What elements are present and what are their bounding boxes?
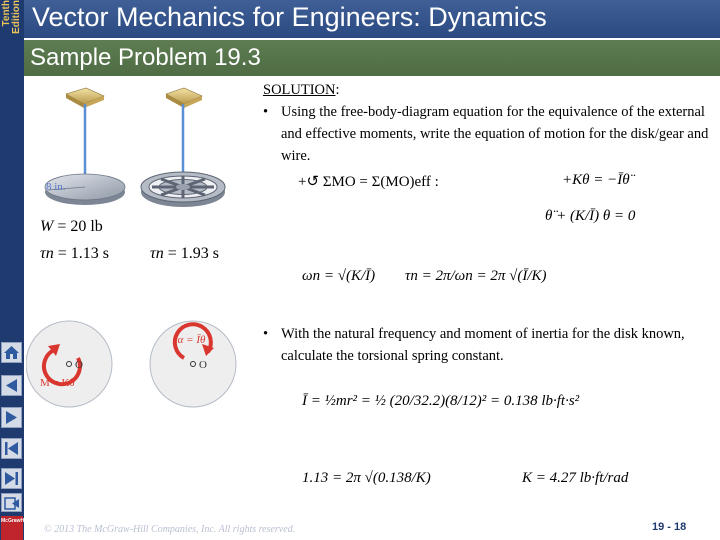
gear-right — [141, 172, 225, 207]
equation-period: τn = 2π/ωn = 2π √(Ī/K) — [405, 268, 547, 284]
mcgraw-hill-logo: McGrawHill — [1, 516, 23, 540]
home-icon — [2, 343, 21, 362]
period-right-value: = 1.93 s — [167, 245, 219, 262]
last-button[interactable] — [1, 468, 22, 489]
equation-natural-frequency: ωn = √(K/Ī) — [302, 268, 376, 284]
weight-label — [40, 218, 103, 236]
equation-result: K = 4.27 lb·ft/rad — [522, 470, 629, 486]
period-left-symbol: τn — [40, 245, 54, 262]
copyright-footer: © 2013 The McGraw-Hill Companies, Inc. All rights reserved. — [44, 524, 296, 535]
disk-gear-figure — [28, 80, 238, 230]
period-right-symbol: τn — [150, 245, 164, 262]
period-left-value: = 1.13 s — [57, 245, 109, 262]
first-icon — [2, 439, 21, 458]
last-icon — [2, 469, 21, 488]
equation-moment-sum: +↺ ΣMO = Σ(MO)eff : — [298, 174, 439, 190]
bullet-marker-1: • — [263, 104, 269, 120]
weight-value: = 20 lb — [57, 218, 103, 235]
point-right-label: O — [199, 359, 207, 371]
previous-button[interactable] — [1, 375, 22, 396]
solution-heading: SOLUTION: — [263, 82, 340, 98]
page-subtitle: Sample Problem 19.3 — [30, 44, 261, 71]
fbd-disk-left — [26, 321, 112, 407]
period-left-label — [40, 245, 109, 263]
effective-moment-label: Iα = Īθ — [174, 334, 206, 346]
solution-bullet-2: With the natural frequency and moment of inertia for the disk known, calculate the torsional spring constant. — [281, 326, 685, 364]
exit-button[interactable] — [1, 493, 22, 512]
period-right-label — [150, 245, 219, 263]
page-number: 19 - 18 — [652, 521, 687, 533]
weight-symbol: W — [40, 218, 54, 235]
point-left-label: O — [75, 359, 83, 371]
page-title: Vector Mechanics for Engineers: Dynamics — [32, 2, 547, 32]
solution-bullet-1: Using the free-body-diagram equation for the equivalence of the external and effective moments, write the equation of motion for the disk/gear and wire. — [281, 104, 709, 164]
next-icon — [2, 408, 21, 427]
left-sidebar — [0, 0, 24, 540]
equation-motion: +Kθ = −Īθ̈ — [562, 172, 630, 188]
first-button[interactable] — [1, 438, 22, 459]
edition-line-edition: Edition — [11, 0, 22, 34]
home-button[interactable] — [1, 342, 22, 363]
dimension-label: 8 in. — [46, 181, 66, 193]
equation-inertia: Ī = ½mr² = ½ (20/32.2)(8/12)² = 0.138 lb·ft·s² — [302, 393, 580, 409]
moment-label: M = Kθ — [40, 377, 75, 389]
edition-line-tenth: Tenth — [1, 0, 12, 27]
previous-icon — [2, 376, 21, 395]
equation-differential: θ̈ + (K/Ī) θ = 0 — [545, 208, 636, 224]
exit-icon — [2, 494, 21, 513]
free-body-diagram — [26, 318, 251, 413]
edition-label — [0, 0, 24, 44]
next-button[interactable] — [1, 407, 22, 428]
bullet-marker-2: • — [263, 326, 269, 342]
equation-period-substituted: 1.13 = 2π √(0.138/K) — [302, 470, 431, 486]
